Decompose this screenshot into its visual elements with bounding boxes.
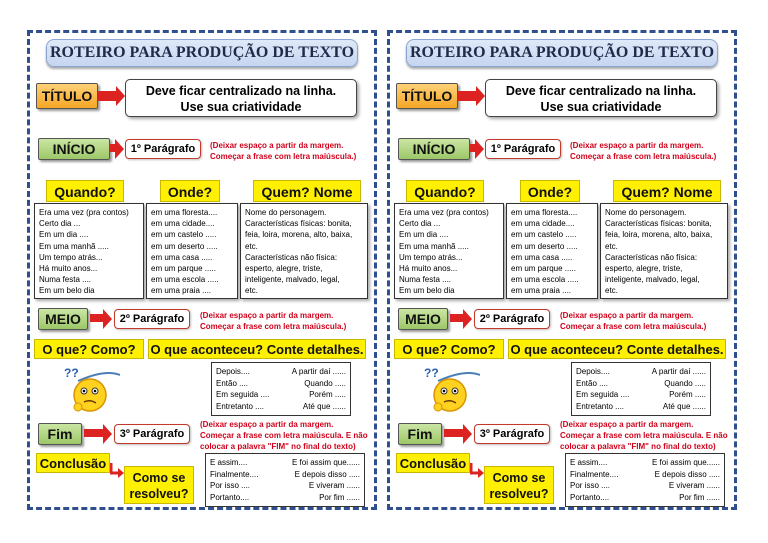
- thinking-emoji-icon: [60, 361, 120, 416]
- list-item: em uma praia ....: [511, 286, 572, 296]
- conclusao-header: Conclusão: [396, 453, 470, 473]
- list-item: Em um dia ....: [39, 230, 89, 240]
- svg-text:??: ??: [424, 366, 439, 380]
- onde-header: Onde?: [160, 180, 220, 202]
- fim-note: (Deixar espaço a partir da margem. Começar a frase com letra maiúscula. E não colocar a palavra "FIM" no final do texto): [560, 420, 728, 451]
- inicio-paragraph: 1º Parágrafo: [125, 139, 201, 159]
- list-item: etc.: [245, 241, 258, 251]
- svg-text:??: ??: [64, 366, 79, 380]
- arrow-right-icon: [110, 144, 116, 152]
- bent-arrow-icon: [110, 463, 124, 479]
- list-item: feia, loira, morena, alto, baixa,: [605, 230, 713, 240]
- resolve-line-1: Como se: [132, 471, 186, 485]
- list-item: Em um belo dia: [39, 286, 95, 296]
- titulo-line-1: Deve ficar centralizado na linha.: [145, 84, 337, 98]
- list-item: em uma escola .....: [151, 275, 219, 285]
- onde-header: Onde?: [520, 180, 580, 202]
- list-item: Em um dia ....: [399, 230, 449, 240]
- list-item: Nome do personagem.: [245, 208, 327, 217]
- onde-list: [506, 203, 598, 299]
- arrow-right-icon: [444, 429, 464, 437]
- titulo-line-1: Deve ficar centralizado na linha.: [505, 84, 697, 98]
- quando-header: Quando?: [406, 180, 484, 202]
- inicio-note: (Deixar espaço a partir da margem. Começar a frase com letra maiúscula.): [570, 141, 717, 161]
- arrow-right-icon: [98, 91, 117, 101]
- o-que-aconteceu-header: O que aconteceu? Conte detalhes.: [508, 339, 726, 359]
- fim-tag: Fim: [38, 423, 82, 445]
- inicio-paragraph: 1º Parágrafo: [485, 139, 561, 159]
- meio-paragraph: 2º Parágrafo: [474, 309, 550, 329]
- list-item: Nome do personagem.: [605, 208, 687, 217]
- arrow-right-icon: [90, 314, 104, 322]
- table-row: Depois.... A partir daí ......: [576, 367, 706, 376]
- table-row: Depois.... A partir daí ......: [216, 367, 346, 376]
- como-se-resolveu-box: [484, 466, 554, 504]
- thinking-emoji-icon: [420, 361, 480, 416]
- titulo-line-2: Use sua criatividade: [540, 100, 662, 114]
- fim-tag: Fim: [398, 423, 442, 445]
- list-item: em um parque .....: [151, 264, 216, 274]
- list-item: Em um belo dia: [399, 286, 455, 296]
- list-item: em um parque .....: [511, 264, 576, 274]
- list-item: em um deserto .....: [511, 241, 578, 251]
- list-item: em um deserto .....: [151, 241, 218, 251]
- list-item: esperto, alegre, triste,: [245, 264, 323, 274]
- meio-note: (Deixar espaço a partir da margem. Começar a frase com letra maiúscula.): [560, 311, 707, 331]
- como-se-resolveu-box: [124, 466, 194, 504]
- list-item: Há muito anos...: [39, 264, 98, 274]
- table-row: Finalmente.... E depois disso .....: [210, 469, 360, 479]
- inicio-tag: INÍCIO: [398, 138, 470, 160]
- list-item: Um tempo atrás...: [39, 252, 103, 262]
- quem-list: [240, 203, 368, 299]
- quem-header: Quem? Nome: [253, 180, 361, 202]
- titulo-instructions: [485, 79, 717, 117]
- list-item: Características não física:: [245, 252, 338, 262]
- list-item: Características não física:: [605, 252, 698, 262]
- list-item: etc.: [605, 241, 618, 251]
- list-item: etc.: [605, 286, 618, 296]
- list-item: em uma escola .....: [511, 275, 579, 285]
- arrow-right-icon: [458, 91, 477, 101]
- table-row: Portanto.... Por fim ......: [210, 492, 360, 502]
- quando-header: Quando?: [46, 180, 124, 202]
- table-row: E assim.... E foi assim que......: [210, 458, 360, 467]
- list-item: Em uma manhã .....: [399, 241, 469, 251]
- list-item: em uma praia ....: [151, 286, 212, 296]
- table-row: Então .... Quando .....: [216, 378, 346, 388]
- meio-tag: MEIO: [398, 308, 448, 330]
- page-title: ROTEIRO PARA PRODUÇÃO DE TEXTO: [46, 39, 358, 67]
- meio-connectives: [211, 362, 351, 416]
- arrow-right-icon: [470, 144, 476, 152]
- conclusao-header: Conclusão: [36, 453, 110, 473]
- o-que-como-header: O que? Como?: [34, 339, 144, 359]
- list-item: esperto, alegre, triste,: [605, 264, 683, 274]
- arrow-right-icon: [84, 429, 104, 437]
- resolve-line-2: resolveu?: [129, 487, 189, 501]
- list-item: em uma floresta....: [511, 208, 578, 217]
- table-row: Finalmente.... E depois disso .....: [570, 469, 720, 479]
- quando-list: [394, 203, 504, 299]
- list-item: Características físicas: bonita,: [245, 219, 352, 229]
- list-item: em um castelo .....: [151, 230, 217, 240]
- list-item: Há muito anos...: [399, 264, 458, 274]
- o-que-como-header: O que? Como?: [394, 339, 504, 359]
- meio-tag: MEIO: [38, 308, 88, 330]
- table-row: Portanto.... Por fim ......: [570, 492, 720, 502]
- table-row: Entretanto .... Até que ......: [576, 401, 706, 411]
- onde-list: [146, 203, 238, 299]
- titulo-line-2: Use sua criatividade: [180, 100, 302, 114]
- table-row: Por isso .... E viveram ......: [570, 481, 720, 490]
- list-item: em uma cidade....: [151, 219, 215, 229]
- table-row: E assim.... E foi assim que......: [570, 458, 720, 467]
- page-title: ROTEIRO PARA PRODUÇÃO DE TEXTO: [406, 39, 718, 67]
- titulo-instructions: [125, 79, 357, 117]
- quem-list: [600, 203, 728, 299]
- meio-connectives: [571, 362, 711, 416]
- list-item: feia, loira, morena, alto, baixa,: [245, 230, 353, 240]
- inicio-note: (Deixar espaço a partir da margem. Começar a frase com letra maiúscula.): [210, 141, 357, 161]
- bent-arrow-icon: [470, 463, 484, 479]
- table-row: Entretanto .... Até que ......: [216, 401, 346, 411]
- list-item: Certo dia ...: [39, 219, 81, 229]
- list-item: etc.: [245, 286, 258, 296]
- meio-paragraph: 2º Parágrafo: [114, 309, 190, 329]
- table-row: Por isso .... E viveram ......: [210, 481, 360, 490]
- resolve-line-1: Como se: [492, 471, 546, 485]
- list-item: em uma casa .....: [511, 252, 573, 262]
- quando-list: [34, 203, 144, 299]
- list-item: em um castelo .....: [511, 230, 577, 240]
- list-item: inteligente, malvado, legal,: [605, 275, 700, 285]
- o-que-aconteceu-header: O que aconteceu? Conte detalhes.: [148, 339, 366, 359]
- list-item: Características físicas: bonita,: [605, 219, 712, 229]
- inicio-tag: INÍCIO: [38, 138, 110, 160]
- list-item: em uma casa .....: [151, 252, 213, 262]
- meio-note: (Deixar espaço a partir da margem. Começar a frase com letra maiúscula.): [200, 311, 347, 331]
- table-row: Em seguida .... Porém .....: [576, 390, 706, 399]
- list-item: Um tempo atrás...: [399, 252, 463, 262]
- fim-connectives: [565, 453, 725, 507]
- resolve-line-2: resolveu?: [489, 487, 549, 501]
- list-item: em uma cidade....: [511, 219, 575, 229]
- list-item: inteligente, malvado, legal,: [245, 275, 340, 285]
- quem-header: Quem? Nome: [613, 180, 721, 202]
- table-row: Em seguida .... Porém .....: [216, 390, 346, 399]
- arrow-right-icon: [450, 314, 464, 322]
- titulo-tag: TÍTULO: [36, 83, 98, 109]
- list-item: Numa festa ....: [39, 275, 92, 285]
- worksheet-right: [387, 30, 737, 510]
- fim-connectives: [205, 453, 365, 507]
- list-item: Certo dia ...: [399, 219, 441, 229]
- list-item: Em uma manhã .....: [39, 241, 109, 251]
- worksheet-left: [27, 30, 377, 510]
- list-item: Era uma vez (pra contos): [39, 208, 129, 217]
- fim-note: (Deixar espaço a partir da margem. Começar a frase com letra maiúscula. E não colocar a palavra "FIM" no final do texto): [200, 420, 368, 451]
- list-item: em uma floresta....: [151, 208, 218, 217]
- table-row: Então .... Quando .....: [576, 378, 706, 388]
- fim-paragraph: 3º Parágrafo: [474, 424, 550, 444]
- fim-paragraph: 3º Parágrafo: [114, 424, 190, 444]
- list-item: Era uma vez (pra contos): [399, 208, 489, 217]
- list-item: Numa festa ....: [399, 275, 452, 285]
- titulo-tag: TÍTULO: [396, 83, 458, 109]
